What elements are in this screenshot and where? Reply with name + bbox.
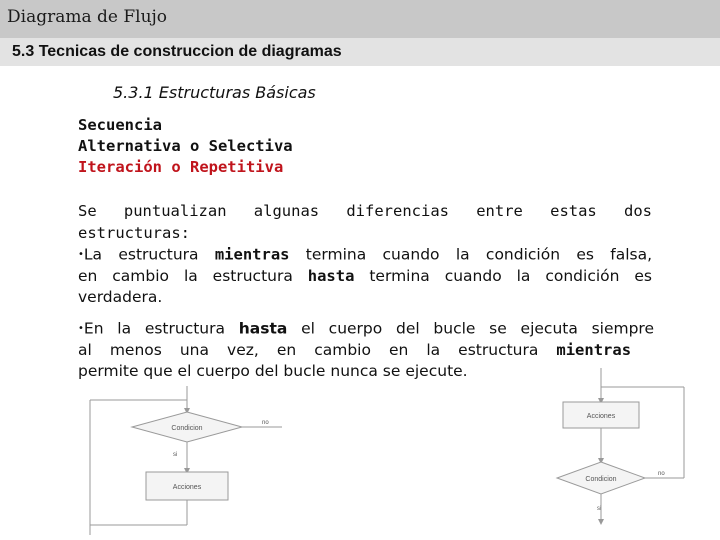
text-fragment: termina cuando la condición es xyxy=(354,266,652,285)
bullet-glyph: • xyxy=(78,323,84,334)
intro-line-end: estructuras: xyxy=(78,223,190,242)
section-heading: 5.3.1 Estructuras Básicas xyxy=(113,83,316,102)
slide-title: Diagrama de Flujo xyxy=(7,7,168,27)
action-label: Acciones xyxy=(172,484,202,491)
keyword-mientras: mientras xyxy=(556,340,632,359)
bullet-glyph: • xyxy=(78,249,84,260)
text-fragment: termina cuando la condición es falsa, xyxy=(289,245,653,264)
text-fragment: el cuerpo del bucle se ejecuta siempre xyxy=(287,319,655,338)
keyword-hasta: hasta xyxy=(238,319,288,338)
flowchart-mientras xyxy=(90,386,282,535)
yes-label: si xyxy=(597,506,602,512)
condition-label: Condicion xyxy=(171,425,203,432)
list-item-secuencia: Secuencia xyxy=(78,116,162,134)
list-item-alternativa: Alternativa o Selectiva xyxy=(78,137,293,155)
text-fragment: En la estructura xyxy=(83,319,239,338)
bullet2-line-3: permite que el cuerpo del bucle nunca se ejecute. xyxy=(78,362,468,381)
no-label: no xyxy=(262,420,269,426)
text-fragment: La estructura xyxy=(83,245,215,264)
flowchart-hasta xyxy=(557,368,684,522)
list-item-iteracion: Iteración o Repetitiva xyxy=(78,158,284,176)
text-fragment: en cambio la estructura xyxy=(78,266,308,285)
intro-line: Se puntualizan algunas diferencias entre estas dos xyxy=(78,202,652,220)
keyword-hasta: hasta xyxy=(307,266,355,285)
action-label: Acciones xyxy=(586,413,616,420)
bullet-line-3: verdadera. xyxy=(78,288,163,307)
yes-label: si xyxy=(173,452,178,458)
keyword-mientras: mientras xyxy=(214,245,290,264)
no-label: no xyxy=(658,471,665,477)
slide-subtitle: 5.3 Tecnicas de construccion de diagramas xyxy=(12,43,342,60)
text-fragment: al menos una vez, en cambio en la estructura xyxy=(78,340,557,359)
condition-label: Condicion xyxy=(585,476,617,483)
